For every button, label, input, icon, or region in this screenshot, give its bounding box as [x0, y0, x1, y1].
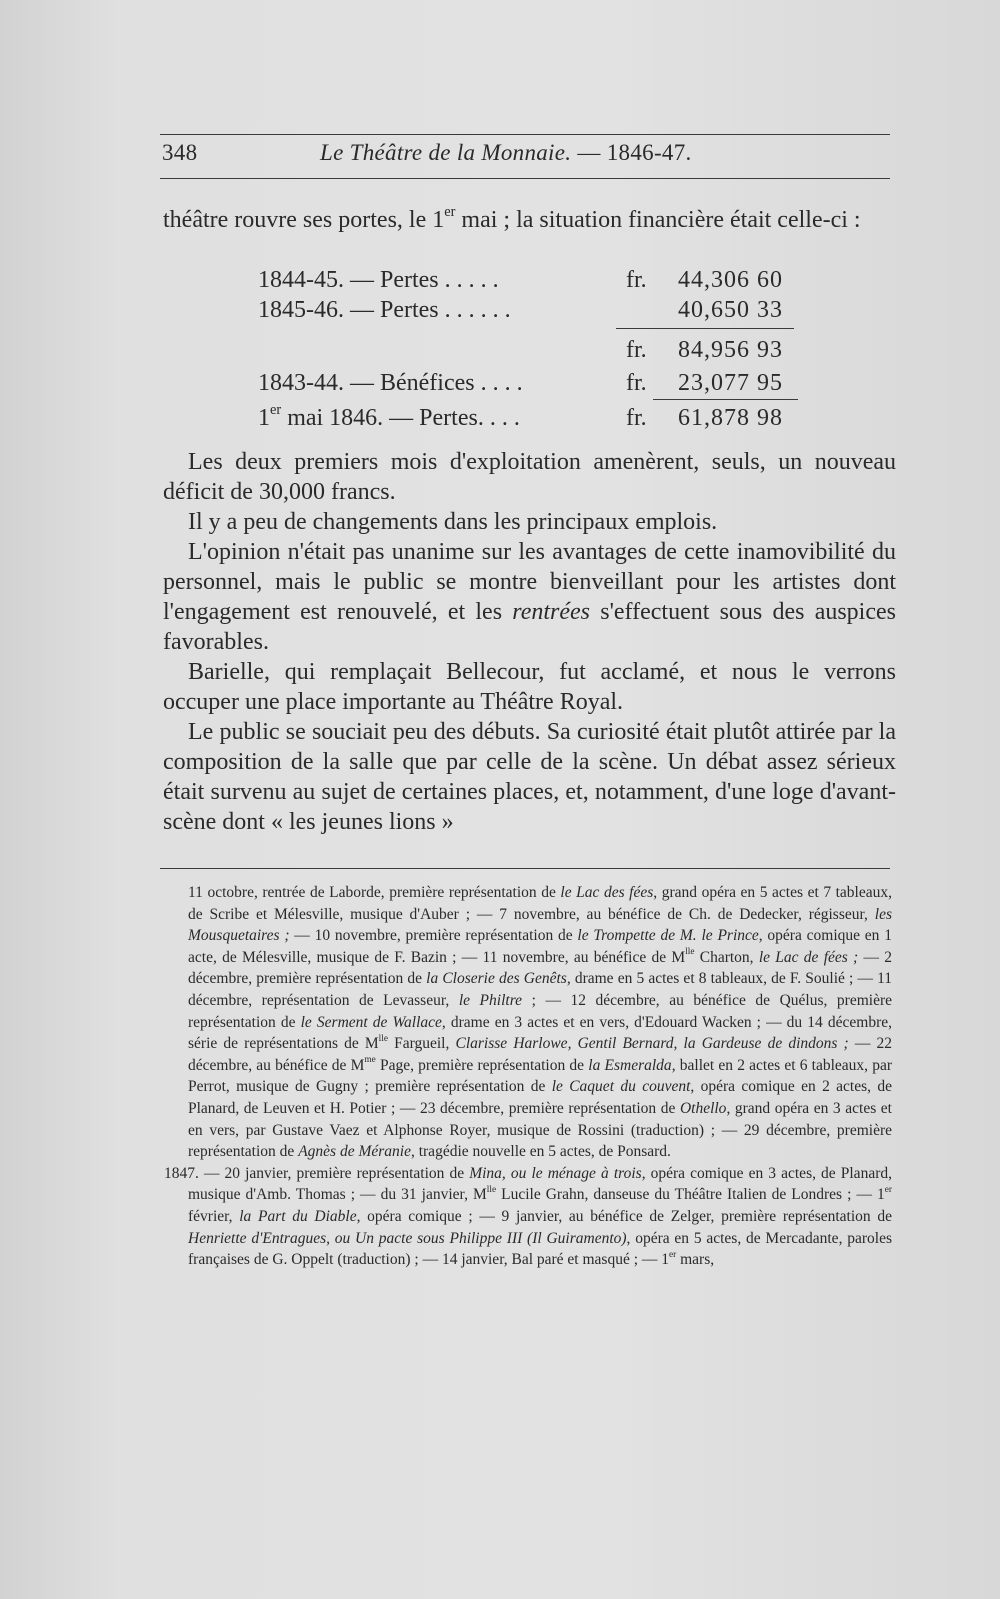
paragraph: Barielle, qui remplaçait Bellecour, fut acclamé, et nous le verrons occuper une place importante au Théâtre Royal. [163, 659, 896, 715]
running-title-text: Le Théâtre de la Monnaie. [320, 140, 572, 165]
footnotes [164, 882, 893, 1271]
main-text [163, 447, 896, 837]
paragraph: Il y a peu de changements dans les principaux emplois. [188, 509, 718, 535]
running-title-years: 1846-47. [606, 140, 692, 165]
footnote-1846: 11 octobre, rentrée de Laborde, première représentation de le Lac des fées, grand opéra en 5 actes et 7 tableaux, de Scribe et Mélesville, musique d'Auber ; — 7 novembre, au bénéfice de Ch. de Dedecker, régisseur, les Mousquetaires ; — 10 novembre, première représentation de le Trompette de M. le Prince, opéra comique en 1 acte, de Mélesville, musique de F. Bazin ; — 11 novembre, au bénéfice de $M^{lle}$ Charton, le Lac de fées ; — 2 décembre, première représentation de la Closerie des Genêts, drame en 5 actes et 8 tableaux, de F. Soulié ; — 11 décembre, représentation de Levasseur, le Philtre ; — 12 décembre, au bénéfice de Quélus, première représentation de le Serment de Wallace, drame en 3 actes et en vers, d'Edouard Wacken ; — du 14 décembre, série de représentations de $M^{lle}$ Fargueil, Clarisse Harlowe, Gentil Bernard, la Gardeuse de dindons ; — 22 décembre, au bénéfice de $M^{me}$ Page, première représentation de la Esmeralda, ballet en 2 actes et 6 tableaux, par Perrot, musique de Gugny ; première représentation de le Caquet du couvent, opéra comique en 2 actes, de Planard, de Leuven et H. Potier ; — 23 décembre, première représentation de Othello, grand opéra en 3 actes et en vers, par Gustave Vaez et Alphonse Royer, musique de Rossini (traduction) ; — 29 décembre, première représentation de Agnès de Méranie, tragédie nouvelle en 5 actes, de Ponsard. [188, 884, 893, 1161]
difference-rule [653, 399, 798, 400]
intro-paragraph: théâtre rouvre ses portes, le 1er mai ; la situation financière était celle-ci : [163, 203, 861, 233]
paragraph: Le public se souciait peu des débuts. Sa curiosité était plutôt attirée par la composition de la salle que par celle de la scène. Un débat assez sérieux était survenu au sujet de certaines places, et, notamment, d'une loge d'avant-scène dont « les jeunes lions » [163, 719, 896, 835]
paragraph: Les deux premiers mois d'exploitation amenèrent, seuls, un nouveau déficit de 30,000 francs. [163, 449, 896, 505]
header-top-rule [160, 134, 890, 135]
running-title [320, 140, 692, 166]
page-number: 348 [162, 140, 198, 165]
header-bottom-rule [160, 178, 890, 179]
sum-rule [616, 328, 794, 329]
footnote-rule [160, 868, 890, 869]
paragraph: L'opinion n'était pas unanime sur les avantages de cette inamovibilité du personnel, mais le public se montre bienveillant pour les artistes dont l'engagement est renouvelé, et les rentrées s'effectuent sous des auspices favorables. [163, 539, 896, 655]
footnote-1847: 1847. — 20 janvier, première représentation de Mina, ou le ménage à trois, opéra comique en 3 actes, de Planard, musique d'Amb. Thomas ; — du 31 janvier, $M^{lle}$ Lucile Grahn, danseuse du Théâtre Italien de Londres ; — 1er février, la Part du Diable, opéra comique ; — 9 janvier, au bénéfice de Zelger, première représentation de Henriette d'Entragues, ou Un pacte sous Philippe III (Il Guiramento), opéra en 5 actes, de Mercadante, paroles françaises de G. Oppelt (traduction) ; — 14 janvier, Bal paré et masqué ; — 1er mars, [164, 1164, 892, 1269]
running-title-dash: — [577, 140, 601, 165]
accounts-table: 1844-45. — Pertes . . . . . fr. 44,306 60 1845-46. — Pertes . . . . . . 40,650 33 fr. 84,956 93 1843-44. — Bénéfices . . . . fr. 23,077 95 1er mai 1846. — Pertes. . . . fr. 61,878 98 [258, 265, 818, 445]
